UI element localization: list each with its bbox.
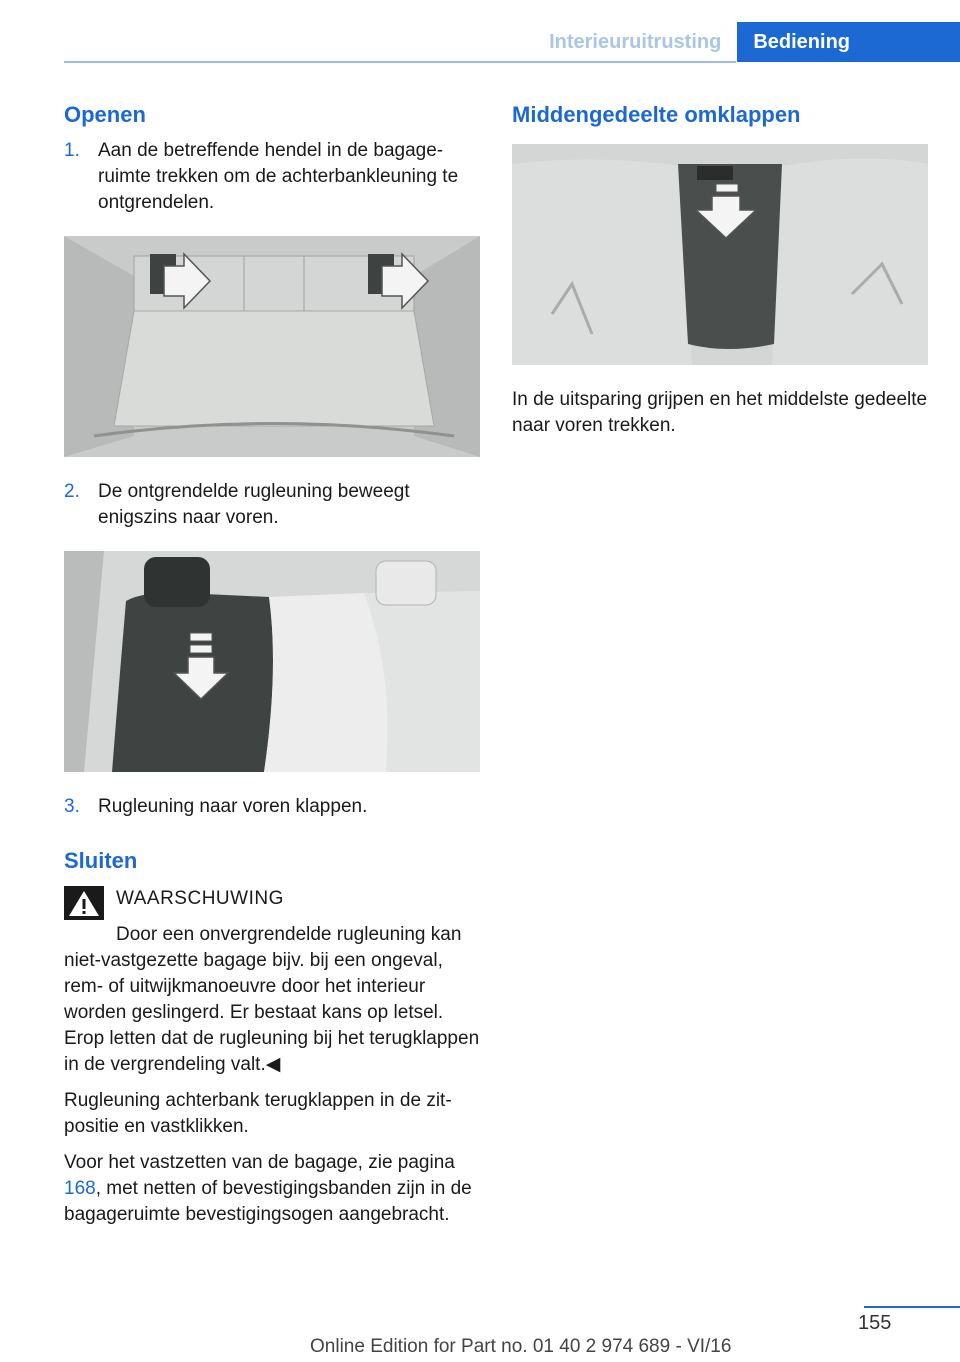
header-section-label[interactable]: Interieuruitrusting — [549, 31, 722, 53]
step-3 — [64, 794, 480, 820]
para-text-after: , met netten of bevestigingsbanden zijn in de bagageruimte bevestigingsogen aangebracht. — [64, 1178, 472, 1225]
step-2 — [64, 479, 480, 531]
backrest-tilt-figure — [64, 551, 480, 772]
step-text: De ontgrendelde rugleuning beweegt enigszins naar voren. — [98, 481, 410, 528]
paragraph-fold-back: Rugleuning achterbank terugklappen in de zitpositie en vastklikken. — [64, 1090, 452, 1137]
footer-rule — [864, 1306, 960, 1308]
step-number: 3. — [64, 796, 80, 817]
page-number: 155 — [858, 1312, 892, 1334]
middle-section-figure — [512, 144, 928, 365]
heading-sluiten: Sluiten — [64, 848, 138, 873]
paragraph-middle-section: In de uitsparing grijpen en het middelste gedeelte naar voren trekken. — [512, 389, 928, 436]
edition-footer: Online Edition for Part no. 01 40 2 974 689 - VI/16 — [310, 1336, 732, 1357]
warning-body: Door een onvergrendelde rugleuning kan niet-vastgezette bagage bijv. bij een ongeval, rem- of uitwijkmanoeuvre door het interieur worden geslingerd. Er bestaat kans op letsel. Erop letten dat de rugleuning bij het terugklappen in de vergrendeling valt.◀ — [64, 924, 480, 1075]
step-number: 2. — [64, 481, 80, 502]
step-text: Rugleuning naar voren klappen. — [98, 796, 368, 817]
step-number: 1. — [64, 140, 80, 161]
warning-title: WAARSCHUWING — [116, 888, 284, 909]
step-text: Aan de betreffende hendel in de bagageruimte trekken om de achterbankleuning te ontgrendelen. — [98, 140, 459, 213]
heading-openen: Openen — [64, 102, 146, 127]
left-column — [64, 100, 480, 1238]
header-rule — [64, 61, 736, 63]
page-link-168[interactable]: 168 — [64, 1178, 96, 1199]
warning-block — [64, 884, 480, 920]
warning-text — [64, 922, 480, 1078]
header-bar — [533, 22, 960, 62]
trunk-release-lever-figure — [64, 236, 480, 457]
right-column — [512, 100, 928, 449]
warning-triangle-icon — [64, 886, 104, 920]
paragraph-luggage — [64, 1150, 480, 1228]
para-text-before: Voor het vastzetten van de bagage, zie pagina — [64, 1152, 455, 1173]
header-tab-bediening[interactable]: Bediening — [737, 22, 960, 62]
heading-middengedeelte: Middengedeelte omklappen — [512, 102, 801, 127]
step-1 — [64, 138, 480, 216]
